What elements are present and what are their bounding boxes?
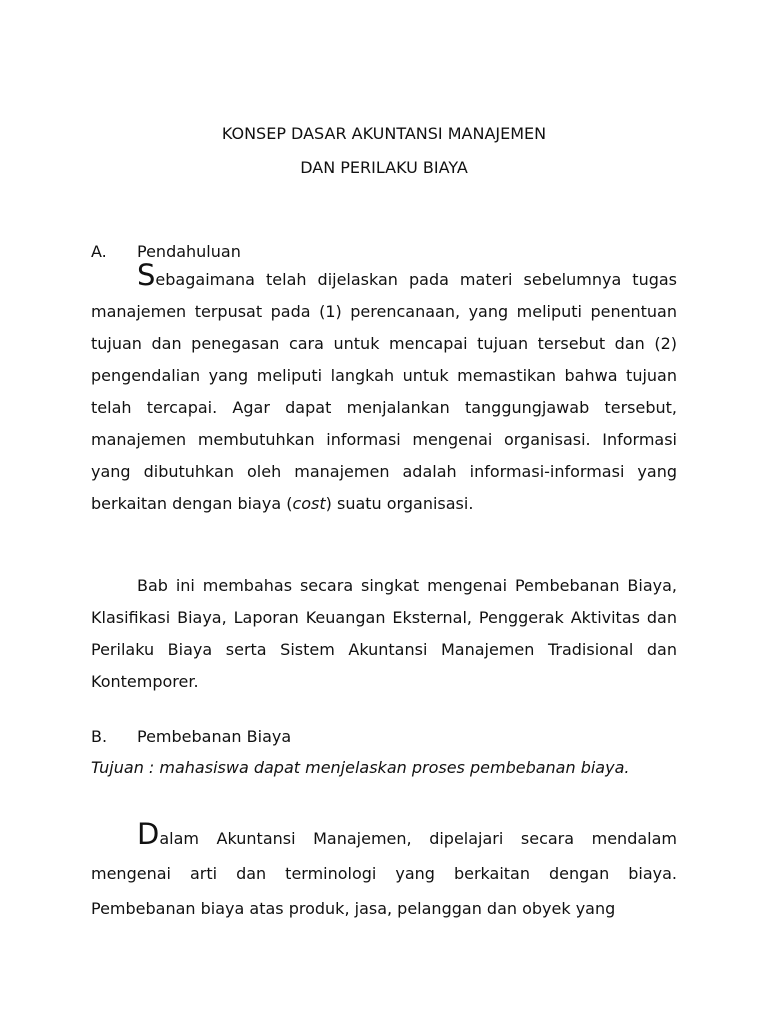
- section-b-objective: Tujuan : mahasiswa dapat menjelaskan proses pembebanan biaya.: [91, 758, 630, 777]
- section-a-paragraph-2: Bab ini membahas secara singkat mengenai Pembebanan Biaya, Klasifikasi Biaya, Laporan Keuangan Eksternal, Penggerak Aktivitas dan Perilaku Biaya serta Sistem Akuntansi Manajemen Tradisional dan Kontemporer.: [91, 576, 677, 691]
- document-title-line-1: KONSEP DASAR AKUNTANSI MANAJEMEN: [221, 124, 547, 143]
- italic-term-cost: cost: [292, 494, 326, 513]
- section-b-paragraph-1: [91, 817, 677, 926]
- section-a-paragraph-1-text: ebagaimana telah dijelaskan pada materi sebelumnya tugas manajemen terpusat pada (1) perencanaan, yang meliputi penentuan tujuan dan penegasan cara untuk mencapai tujuan tersebut dan (2) pengendalian yang meliputi langkah untuk memastikan bahwa tujuan telah tercapai. Agar dapat menjalankan tanggungjawab tersebut, manajemen membutuhkan informasi mengenai organisasi. Informasi yang dibutuhkan oleh manajemen adalah informasi-informasi yang berkaitan dengan biaya (: [91, 270, 677, 513]
- section-b-paragraph-1-text: alam Akuntansi Manajemen, dipelajari secara mendalam mengenai arti dan terminologi yang berkaitan dengan biaya. Pembebanan biaya atas produk, jasa, pelanggan dan obyek yang: [91, 829, 677, 918]
- section-b-heading: [91, 727, 291, 747]
- section-a-heading: [91, 242, 241, 262]
- section-a-paragraph-1: [91, 258, 677, 520]
- document-title-line-2: DAN PERILAKU BIAYA: [300, 158, 468, 177]
- section-b-number: B.: [91, 727, 108, 746]
- section-b-title: Pembebanan Biaya: [137, 727, 292, 746]
- section-a-number: A.: [91, 242, 107, 261]
- drop-cap-s: S: [137, 258, 156, 292]
- section-a-title: Pendahuluan: [137, 242, 241, 261]
- drop-cap-d: D: [137, 817, 160, 851]
- section-a-paragraph-1-end: ) suatu organisasi.: [325, 494, 474, 513]
